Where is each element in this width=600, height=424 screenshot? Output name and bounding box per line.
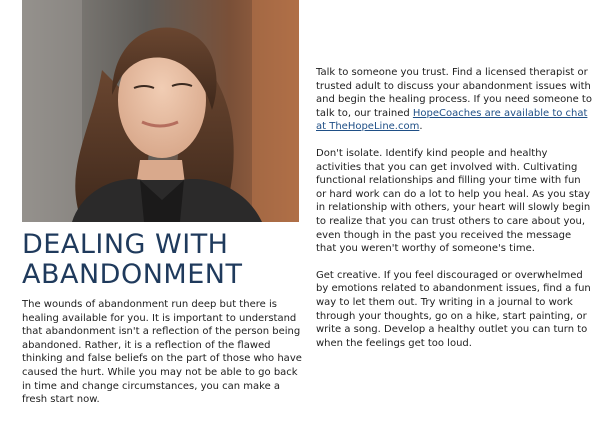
talk-paragraph bbox=[316, 66, 592, 134]
page-title: DEALING WITH ABANDONMENT bbox=[22, 229, 243, 290]
isolate-paragraph: Don't isolate. Identify kind people and healthy activities that you can get involved with. Cultivating functional relationships and filling your time with fun or hard work can do a lot to help you heal. As you stay in relationship with others, your heart will slowly begin to realize that you can trust others to care about you, even though in the past you received the message that you weren't worthy of someone's time. bbox=[316, 147, 591, 255]
woman-portrait-photo bbox=[22, 0, 299, 222]
intro-paragraph: The wounds of abandonment run deep but there is healing available for you. It is important to understand that abandonment isn't a reflection of the person being abandoned. Rather, it is a reflection of the flawed thinking and false beliefs on the part of those who have caused the hurt. While you may not be able to go back in time and change circumstances, you can make a fresh start now. bbox=[22, 299, 302, 406]
advice-column bbox=[316, 66, 592, 363]
talk-text: Talk to someone you trust. Find a licensed therapist or trusted adult to discuss your abandonment issues with and begin the healing process. If you need someone to talk to, our trained bbox=[316, 67, 592, 119]
talk-end: . bbox=[419, 121, 423, 133]
creative-paragraph: Get creative. If you feel discouraged or overwhelmed by emotions related to abandonment issues, find a fun way to let them out. Try writing in a journal to work through your thoughts, go on a hike, start painting, or write a song. Develop a healthy outlet you can turn to when the feelings get too loud. bbox=[316, 269, 591, 349]
hopeline-link[interactable]: HopeCoaches are available to chat at TheHopeLine.com bbox=[316, 107, 588, 133]
portrait-illustration bbox=[22, 0, 299, 222]
